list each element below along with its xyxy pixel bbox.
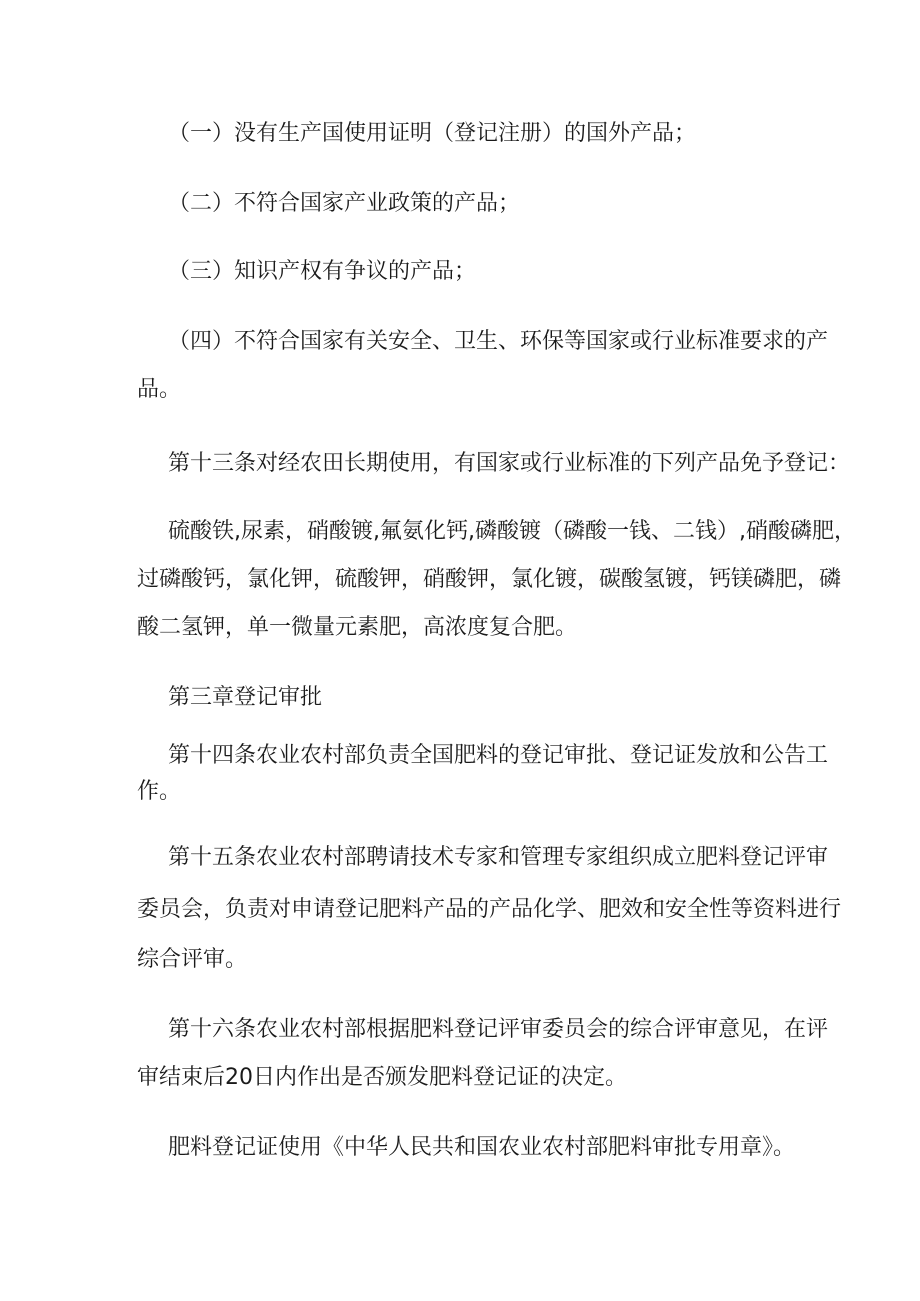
- article-16-line-2: 审结束后20日内作出是否颁发肥料登记证的决定。: [137, 1065, 627, 1090]
- article-14-line-1: 第十四条农业农村部负责全国肥料的登记审批、登记证发放和公告工: [168, 743, 829, 768]
- item-4-line-2: 品。: [137, 377, 182, 402]
- article-13-list-line-2: 过磷酸钙，氯化钾，硫酸钾，硝酸钾，氯化镀，碳酸氢镀，钙镁磷肥，磷: [137, 567, 842, 592]
- article-15-line-3: 综合评审。: [137, 947, 248, 972]
- item-4-line-1: （四）不符合国家有关安全、卫生、环保等国家或行业标准要求的产: [168, 329, 829, 354]
- article-15-line-1: 第十五条农业农村部聘请技术专家和管理专家组织成立肥料登记评审: [168, 845, 829, 870]
- chapter-3-heading: 第三章登记审批: [168, 685, 323, 710]
- seal-usage-line: 肥料登记证使用《中华人民共和国农业农村部肥料审批专用章》。: [168, 1135, 796, 1160]
- item-2: （二）不符合国家产业政策的产品；: [168, 191, 521, 216]
- article-14-line-2: 作。: [137, 779, 182, 804]
- article-15-line-2: 委员会，负责对申请登记肥料产品的产品化学、肥效和安全性等资料进行: [137, 897, 842, 922]
- article-16-line-1: 第十六条农业农村部根据肥料登记评审委员会的综合评审意见，在评: [168, 1017, 829, 1042]
- item-3: （三）知识产权有争议的产品；: [168, 259, 477, 284]
- article-13-intro: 第十三条对经农田长期使用，有国家或行业标准的下列产品免予登记：: [168, 451, 851, 476]
- article-13-list-line-3: 酸二氢钾，单一微量元素肥，高浓度复合肥。: [137, 615, 578, 640]
- item-1: （一）没有生产国使用证明（登记注册）的国外产品；: [168, 121, 697, 146]
- article-13-list-line-1: 硫酸铁,尿素，硝酸镀,氟氨化钙,磷酸镀（磷酸一钱、二钱）,硝酸磷肥，: [168, 519, 856, 544]
